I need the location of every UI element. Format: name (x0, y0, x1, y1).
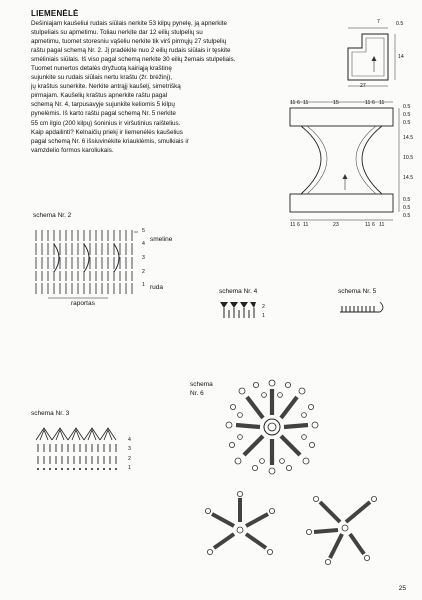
text-line: raštu pagal schemą Nr. 2. Jį pradėkite nuo 2 eilių rudais siūlais ir tęskite (31, 47, 231, 55)
schema-5-title: schema Nr. 5 (338, 288, 377, 295)
dimension-label: 15 (333, 100, 339, 106)
text-line: pagal schemą Nr. 6 išsiuvinėkite kriauklėmis, smulkiais ir (31, 137, 189, 145)
color-label-brown: ruda (150, 284, 164, 291)
bugle-bead-motif-left (200, 490, 290, 565)
schema-3-title: schema Nr. 3 (31, 410, 70, 417)
text-line: Dešiniajam kaušeliui rudais siūlais nerkite 53 kilpų pynelę, ją apnerkite (31, 20, 228, 27)
schema-4-title: schema Nr. 4 (219, 288, 258, 295)
dimension-label: 6 (372, 100, 375, 106)
text-line: jų kraštus sunerkite. Nerkite antrąjį kaušelį, simetrišką (31, 83, 181, 91)
dimension-label: 14.5 (403, 175, 414, 181)
text-line: apmetimu, tuomet storesniu vąšeliu nerkite tik virš pirmųjų 27 stulpelių (31, 38, 227, 46)
dimension-label: 27 (360, 83, 366, 89)
dimension-label: 11 (379, 100, 385, 106)
dimension-label: 11 (290, 100, 296, 106)
dimension-label: 6 (372, 222, 375, 228)
article-title: LIEMENĖLĖ (31, 9, 79, 18)
schema-2-chart (34, 228, 138, 300)
dimension-label: 11 (379, 222, 385, 228)
row-number: 4 (142, 241, 145, 247)
row-number: 2 (142, 269, 145, 275)
row-number: 2 (128, 456, 131, 462)
dimension-label: 10.5 (403, 155, 414, 161)
dimension-label: 11 (365, 222, 371, 228)
row-number: 1 (128, 465, 131, 471)
dimension-label: 0.5 (403, 120, 411, 126)
schema-2-title: schema Nr. 2 (33, 212, 72, 219)
color-label-sand: smeline (150, 236, 173, 243)
cup-diagram (344, 18, 414, 88)
schema-4-chart (218, 300, 258, 322)
dimension-label: 11 (303, 222, 309, 228)
dimension-label: 0.5 (396, 21, 404, 27)
text-line: 55 cm ilgio (200 kilpų) šoninius ir viršutinius raištelius. (31, 119, 181, 127)
text-line: pirmajam. Kaušelių kraštus apnerkite raštu pagal (31, 92, 168, 100)
instructions-text (31, 19, 301, 155)
row-number: 2 (262, 304, 265, 310)
schema-6-embroidery (200, 375, 340, 475)
schema-3-chart (34, 426, 126, 472)
row-number: 4 (128, 437, 131, 443)
bugle-bead-motif-right (300, 492, 390, 567)
text-line: stulpeliais su apmetimu. Toliau nerkite dar 12 eilių stulpelių su (31, 29, 203, 37)
dimension-label: 7 (377, 19, 380, 25)
text-line: Kaip apdailinti? Kelnaičių priekį ir liemenėlės kaušelius (31, 128, 183, 136)
dimension-label: 11 (303, 100, 309, 106)
dimension-label: 14.5 (403, 135, 414, 141)
text-line: sujunkite su rudais siūlais nertu kraštu (žr. brėžinį), (31, 74, 173, 82)
schema-6-title-line1: schema (190, 381, 213, 388)
text-line: vamzdelio formos karoliukais. (31, 146, 114, 154)
text-line: Tuomet nunertos detalės dryžuotą kairiąją kraštinę (31, 65, 172, 73)
repeat-label: raportas (71, 300, 95, 307)
dimension-label: 23 (333, 222, 339, 228)
row-number: 3 (128, 446, 131, 452)
schema-5-chart (338, 298, 386, 318)
row-number: 5 (142, 228, 145, 234)
dimension-label: 11 (365, 100, 371, 106)
dimension-label: 6 (297, 222, 300, 228)
text-line: smėliniais siūlais. Iš viso pagal schemą nerkite 30 eilių žemais stulpeliais. (31, 56, 236, 64)
text-line: schemą Nr. 4, tarpusavyje sujunkite keliomis 5 kilpų (31, 101, 175, 109)
dimension-label: 14 (398, 54, 404, 60)
dimension-label: 11 (290, 222, 296, 228)
row-number: 1 (262, 313, 265, 319)
row-number: 1 (142, 282, 145, 288)
row-number: 3 (142, 255, 145, 261)
dimension-label: 6 (297, 100, 300, 106)
dimension-label: 0.5 (403, 104, 411, 110)
dimension-label: 0.5 (403, 112, 411, 118)
panel-diagram (285, 98, 410, 228)
dimension-label: 0.5 (403, 197, 411, 203)
page-number: 25 (398, 585, 406, 592)
schema-6-title-line2: Nr. 6 (190, 390, 204, 397)
text-line: pynelėmis. Iš karto raštu pagal schemą Nr. 5 nerkite (31, 110, 176, 118)
dimension-label: 0.5 (403, 205, 411, 211)
dimension-label: 0.5 (403, 213, 411, 219)
